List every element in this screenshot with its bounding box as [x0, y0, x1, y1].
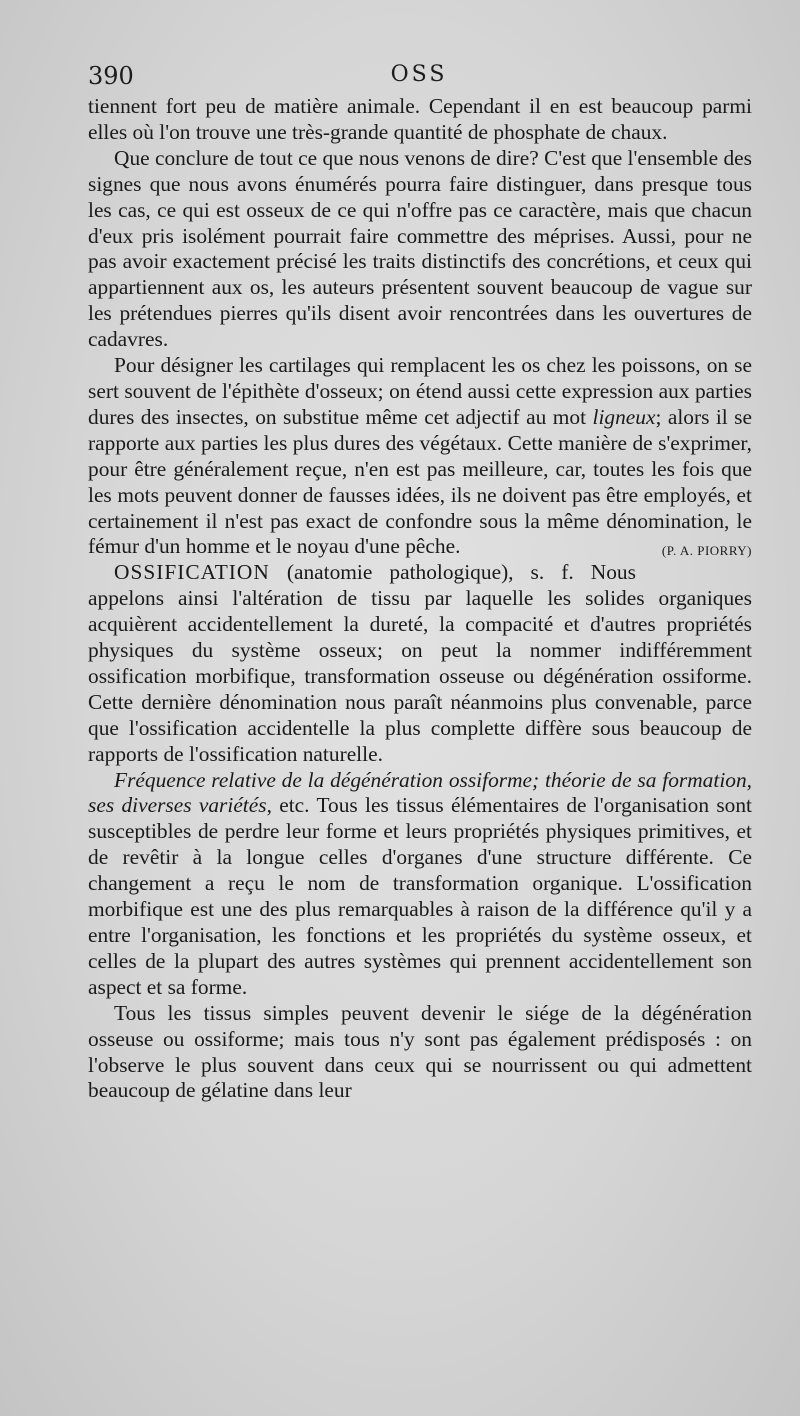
paragraph-text: ; alors il se rapporte aux parties les plus dures des végétaux. Cette manière de s'exprimer, pour être généralement reçue, n'en est pas meilleure, car, toutes les fois que les mots peuvent donner de fausses idées, ils ne doivent pas être employés, et certainement il n'est pas exact de confondre sous la même dénomination, le fémur d'un homme et le noyau d'une pêche.: [88, 404, 752, 559]
italic-word: ligneux: [592, 404, 656, 429]
running-head: OSS: [390, 62, 448, 87]
paragraph-text: Que conclure de tout ce que nous venons de dire? C'est que l'ensemble des signes que nous avons énumérés pourra faire distinguer, dans presque tous les cas, ce qui est osseux de ce qui n'offre pas ce caractère, mais que chacun d'eux pris isolément pourrait faire commettre des méprises. Aussi, pour ne pas avoir exactement précisé les traits distinctifs des concrétions, et ceux qui appartiennent aux os, les auteurs présentent souvent beaucoup de vague sur les prétendues pierres qu'ils disent avoir rencontrées dans les ouvertures de cadavres.: [88, 145, 752, 352]
section-heading-italic: Fréquence relative de la dégénération ossiforme; théorie de sa formation, ses diverses variétés: [88, 767, 752, 818]
paragraph-tissues: [88, 1001, 752, 1105]
paragraph-text: Tous les tissus simples peuvent devenir le siége de la dégénération osseuse ou ossiforme; mais tous n'y sont pas également prédisposés : on l'observe le plus souvent dans ceux qui se nourrissent ou qui admettent beaucoup de gélatine dans leur: [88, 1000, 752, 1103]
paragraph-conclusion: [88, 146, 752, 353]
body-text: [88, 94, 752, 1104]
page-header: [88, 62, 750, 98]
paragraph-text: (anatomie pathologique), s. f. Nous appelons ainsi l'altération de tissu par laquelle les solides organiques acquièrent accidentellement la dureté, la compacité et d'autres propriétés physiques du système osseux; on peut la nommer indifféremment ossification morbifique, transformation osseuse ou dégénération ossiforme. Cette dernière dénomination nous paraît néanmoins plus convenable, parce que l'ossification accidentelle la plus complette diffère sous beaucoup de rapports de l'ossification naturelle.: [88, 560, 752, 766]
page-number: 390: [88, 62, 134, 90]
paragraph-continuation: [88, 94, 752, 146]
paragraph-text: Pour désigner les cartilages qui remplacent les os chez les poissons, on se sert souvent de l'épithète d'osseux; on étend aussi cette expression aux parties dures des insectes, on substitue même cet adjectif au mot: [88, 353, 752, 429]
entry-headword: OSSIFICATION: [114, 560, 270, 585]
author-signature: (P. A. PIORRY): [661, 543, 752, 559]
paragraph-frequency: [88, 768, 752, 1001]
paragraph-text: tiennent fort peu de matière animale. Cependant il en est beaucoup parmi elles où l'on trouve une très-grande quantité de phosphate de chaux.: [88, 94, 752, 144]
paragraph-ossification-entry: [88, 560, 752, 767]
paragraph-text: , etc. Tous les tissus élémentaires de l'organisation sont susceptibles de perdre leur forme et leurs propriétés physiques primitives, et de revêtir à la longue celles d'organes d'une structure différente. Ce changement a reçu le nom de transformation organique. L'ossification morbifique est une des plus remarquables à raison de la différence qu'il y a entre l'organisation, les fonctions et les propriétés du système osseux, et celles de la plupart des autres systèmes qui prennent accidentellement son aspect et sa forme.: [88, 793, 752, 999]
paragraph-cartilages: [88, 353, 752, 560]
